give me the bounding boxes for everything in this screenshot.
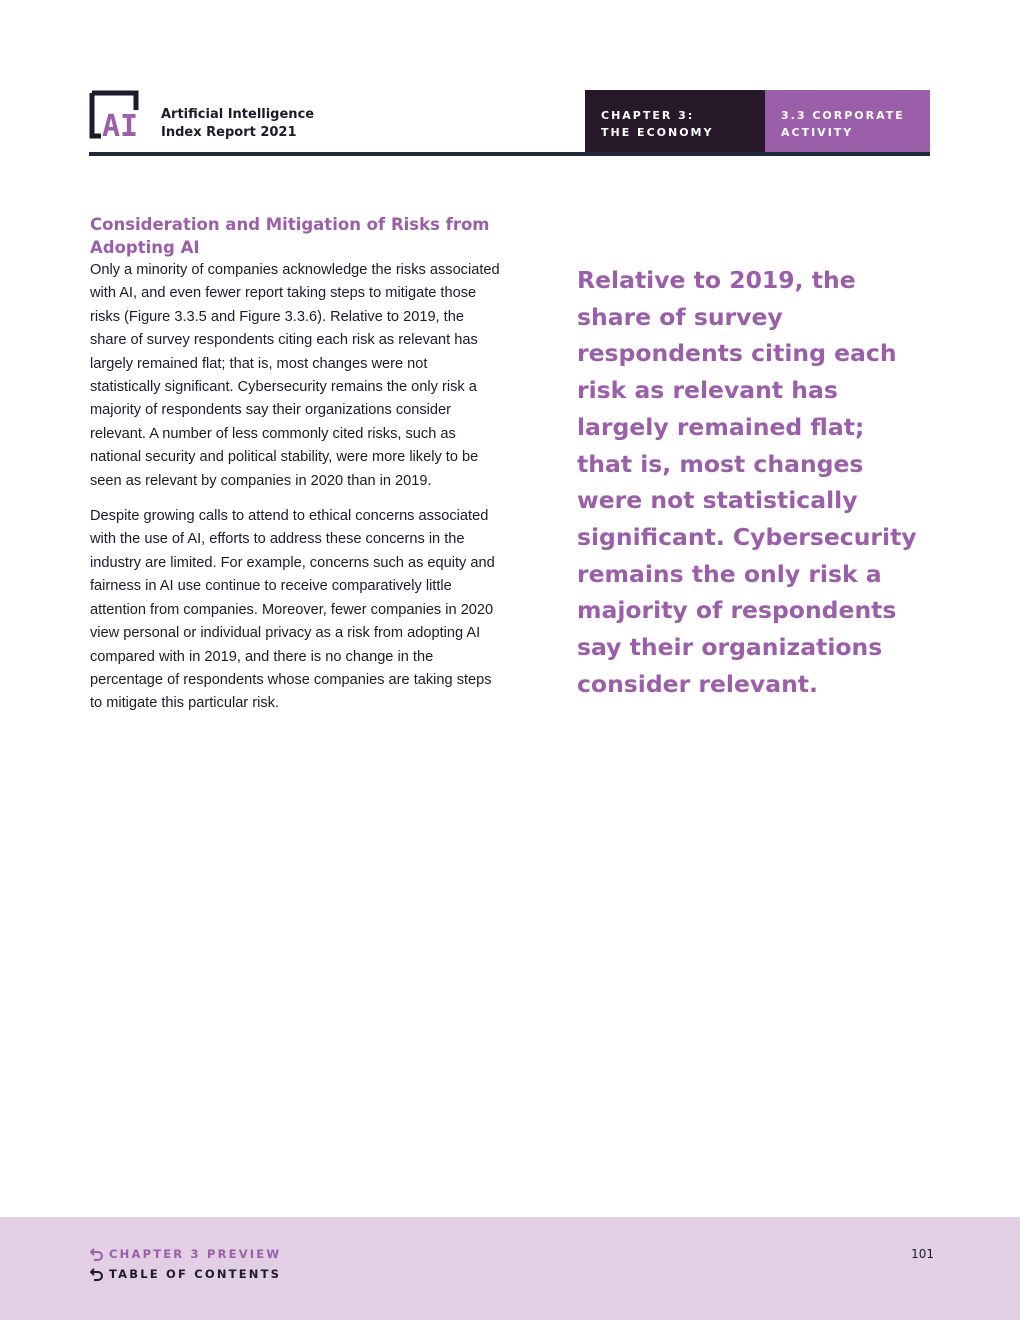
- report-title-line2: Index Report 2021: [161, 125, 297, 140]
- chapter-preview-label: CHAPTER 3 PREVIEW: [109, 1247, 282, 1261]
- body-paragraph-2: Despite growing calls to attend to ethical concerns associated with the use of AI, efforts to address these concerns in the industry are limited. For example, concerns such as equity and fairness in AI use continue to receive comparatively little attention from companies. Moreover, fewer companies in 2020 view personal or individual privacy as a risk from adopting AI compared with in 2019, and there is no change in the percentage of respondents whose companies are taking steps to mitigate this particular risk.: [90, 508, 495, 712]
- chapter-label-line2: THE ECONOMY: [601, 126, 714, 139]
- ai-index-logo: [89, 90, 145, 140]
- body-paragraph-1: Only a minority of companies acknowledge the risks associated with AI, and even fewer report taking steps to mitigate those risks (Figure 3.3.5 and Figure 3.3.6). Relative to 2019, the share of survey respondents citing each risk as relevant has largely remained flat; that is, most changes were not statistically significant. Cybersecurity remains the only risk a majority of respondents say their organizations consider relevant. A number of less commonly cited risks, such as national security and political stability, were more likely to be seen as relevant by companies in 2020 than in 2019.: [90, 262, 500, 489]
- section-heading: Consideration and Mitigation of Risks from Adopting AI: [90, 215, 490, 257]
- toc-label: TABLE OF CONTENTS: [109, 1267, 282, 1281]
- section-label-line2: ACTIVITY: [781, 126, 854, 139]
- chapter-preview-link[interactable]: [90, 1246, 281, 1262]
- report-title-line1: Artificial Intelligence: [161, 107, 315, 122]
- logo-text: AI: [102, 109, 139, 140]
- section-label-line1: 3.3 CORPORATE: [781, 109, 905, 122]
- chapter-tab[interactable]: [585, 90, 765, 153]
- section-tab[interactable]: [765, 90, 930, 153]
- page-header: [89, 90, 930, 157]
- report-title: [161, 106, 314, 142]
- return-arrow-icon: [90, 1247, 104, 1261]
- header-divider: [89, 152, 930, 156]
- page-number: 101: [911, 1247, 934, 1261]
- return-arrow-icon: [90, 1267, 104, 1281]
- pull-quote: Relative to 2019, the share of survey respondents citing each risk as relevant has largely remained flat; that is, most changes were not statistically significant. Cybersecurity remains the only risk a majority of respondents say their organizations consider relevant.: [577, 266, 917, 698]
- chapter-label-line1: CHAPTER 3:: [601, 109, 695, 122]
- body-column: [90, 213, 500, 728]
- table-of-contents-link[interactable]: [90, 1266, 281, 1282]
